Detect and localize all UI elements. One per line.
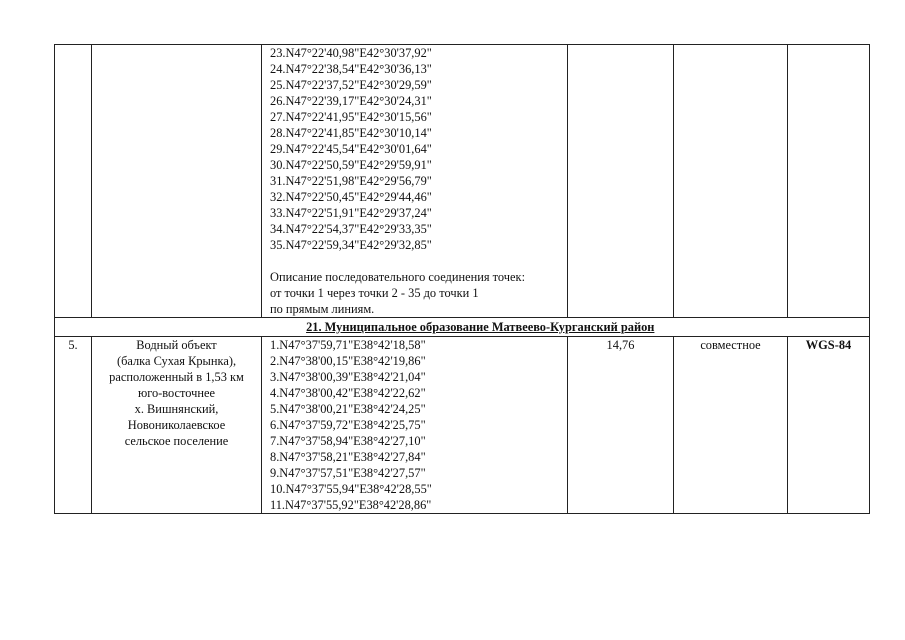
coordinate-line: 27.N47°22'41,95"E42°30'15,56" <box>270 110 432 124</box>
continuation-system-cell <box>788 45 870 318</box>
coordinate-list <box>270 337 563 513</box>
object-description <box>96 337 257 449</box>
connection-description <box>270 269 563 317</box>
coordinate-line: 6.N47°37'59,72"E38°42'25,75" <box>270 418 426 432</box>
object-description-line: х. Вишнянский, <box>134 402 219 416</box>
object-description-line: расположенный в 1,53 км <box>109 370 244 384</box>
coordinate-line: 4.N47°38'00,42"E38°42'22,62" <box>270 386 426 400</box>
coordinate-line: 1.N47°37'59,71"E38°42'18,58" <box>270 338 426 352</box>
section-heading: 21. Муниципальное образование Матвеево-Курганский район <box>92 318 870 337</box>
coordinate-line: 24.N47°22'38,54"E42°30'36,13" <box>270 62 432 76</box>
coordinate-line: 2.N47°38'00,15"E38°42'19,86" <box>270 354 426 368</box>
section-blank-cell <box>55 318 92 337</box>
coordinate-line: 35.N47°22'59,34"E42°29'32,85" <box>270 238 432 252</box>
area-value: 14,76 <box>568 337 674 514</box>
continuation-area-cell <box>568 45 674 318</box>
object-description-line: сельское поселение <box>124 434 229 448</box>
coordinate-line: 34.N47°22'54,37"E42°29'33,35" <box>270 222 432 236</box>
coordinate-line: 10.N47°37'55,94"E38°42'28,55" <box>270 482 432 496</box>
table-row <box>55 337 870 514</box>
continuation-number-cell <box>55 45 92 318</box>
coordinate-line: 23.N47°22'40,98"E42°30'37,92" <box>270 46 432 60</box>
section-heading-row <box>55 318 870 337</box>
coordinate-line: 5.N47°38'00,21"E38°42'24,25" <box>270 402 426 416</box>
coordinate-line: 3.N47°38'00,39"E38°42'21,04" <box>270 370 426 384</box>
coordinate-line: 11.N47°37'55,92"E38°42'28,86" <box>270 498 432 512</box>
object-description-line: (балка Сухая Крынка), <box>116 354 237 368</box>
coordinate-list <box>270 45 563 253</box>
coordinate-system: WGS-84 <box>788 337 870 514</box>
continuation-type-cell <box>674 45 788 318</box>
object-description-cell <box>92 337 262 514</box>
coordinate-line: 33.N47°22'51,91"E42°29'37,24" <box>270 206 432 220</box>
coordinate-line: 7.N47°37'58,94"E38°42'27,10" <box>270 434 426 448</box>
object-description-line: юго-восточнее <box>137 386 216 400</box>
continuation-object-cell <box>92 45 262 318</box>
coordinate-line: 29.N47°22'45,54"E42°30'01,64" <box>270 142 432 156</box>
coordinate-line: 25.N47°22'37,52"E42°30'29,59" <box>270 78 432 92</box>
water-objects-table <box>54 44 870 514</box>
object-description-line: Водный объект <box>136 338 217 352</box>
description-line: по прямым линиям. <box>270 302 375 316</box>
coordinate-line: 9.N47°37'57,51"E38°42'27,57" <box>270 466 426 480</box>
coordinate-line: 31.N47°22'51,98"E42°29'56,79" <box>270 174 432 188</box>
description-line: Описание последовательного соединения точек: <box>270 270 526 284</box>
continuation-row <box>55 45 870 318</box>
object-description-line: Новониколаевское <box>127 418 226 432</box>
row-number: 5. <box>55 337 92 514</box>
coordinate-line: 28.N47°22'41,85"E42°30'10,14" <box>270 126 432 140</box>
coordinate-line: 30.N47°22'50,59"E42°29'59,91" <box>270 158 432 172</box>
continuation-coordinates-cell <box>262 45 568 318</box>
description-line: от точки 1 через точки 2 - 35 до точки 1 <box>270 286 479 300</box>
coordinate-line: 26.N47°22'39,17"E42°30'24,31" <box>270 94 432 108</box>
coordinate-line: 8.N47°37'58,21"E38°42'27,84" <box>270 450 426 464</box>
row-coordinates-cell <box>262 337 568 514</box>
coordinate-line: 32.N47°22'50,45"E42°29'44,46" <box>270 190 432 204</box>
usage-type: совместное <box>674 337 788 514</box>
